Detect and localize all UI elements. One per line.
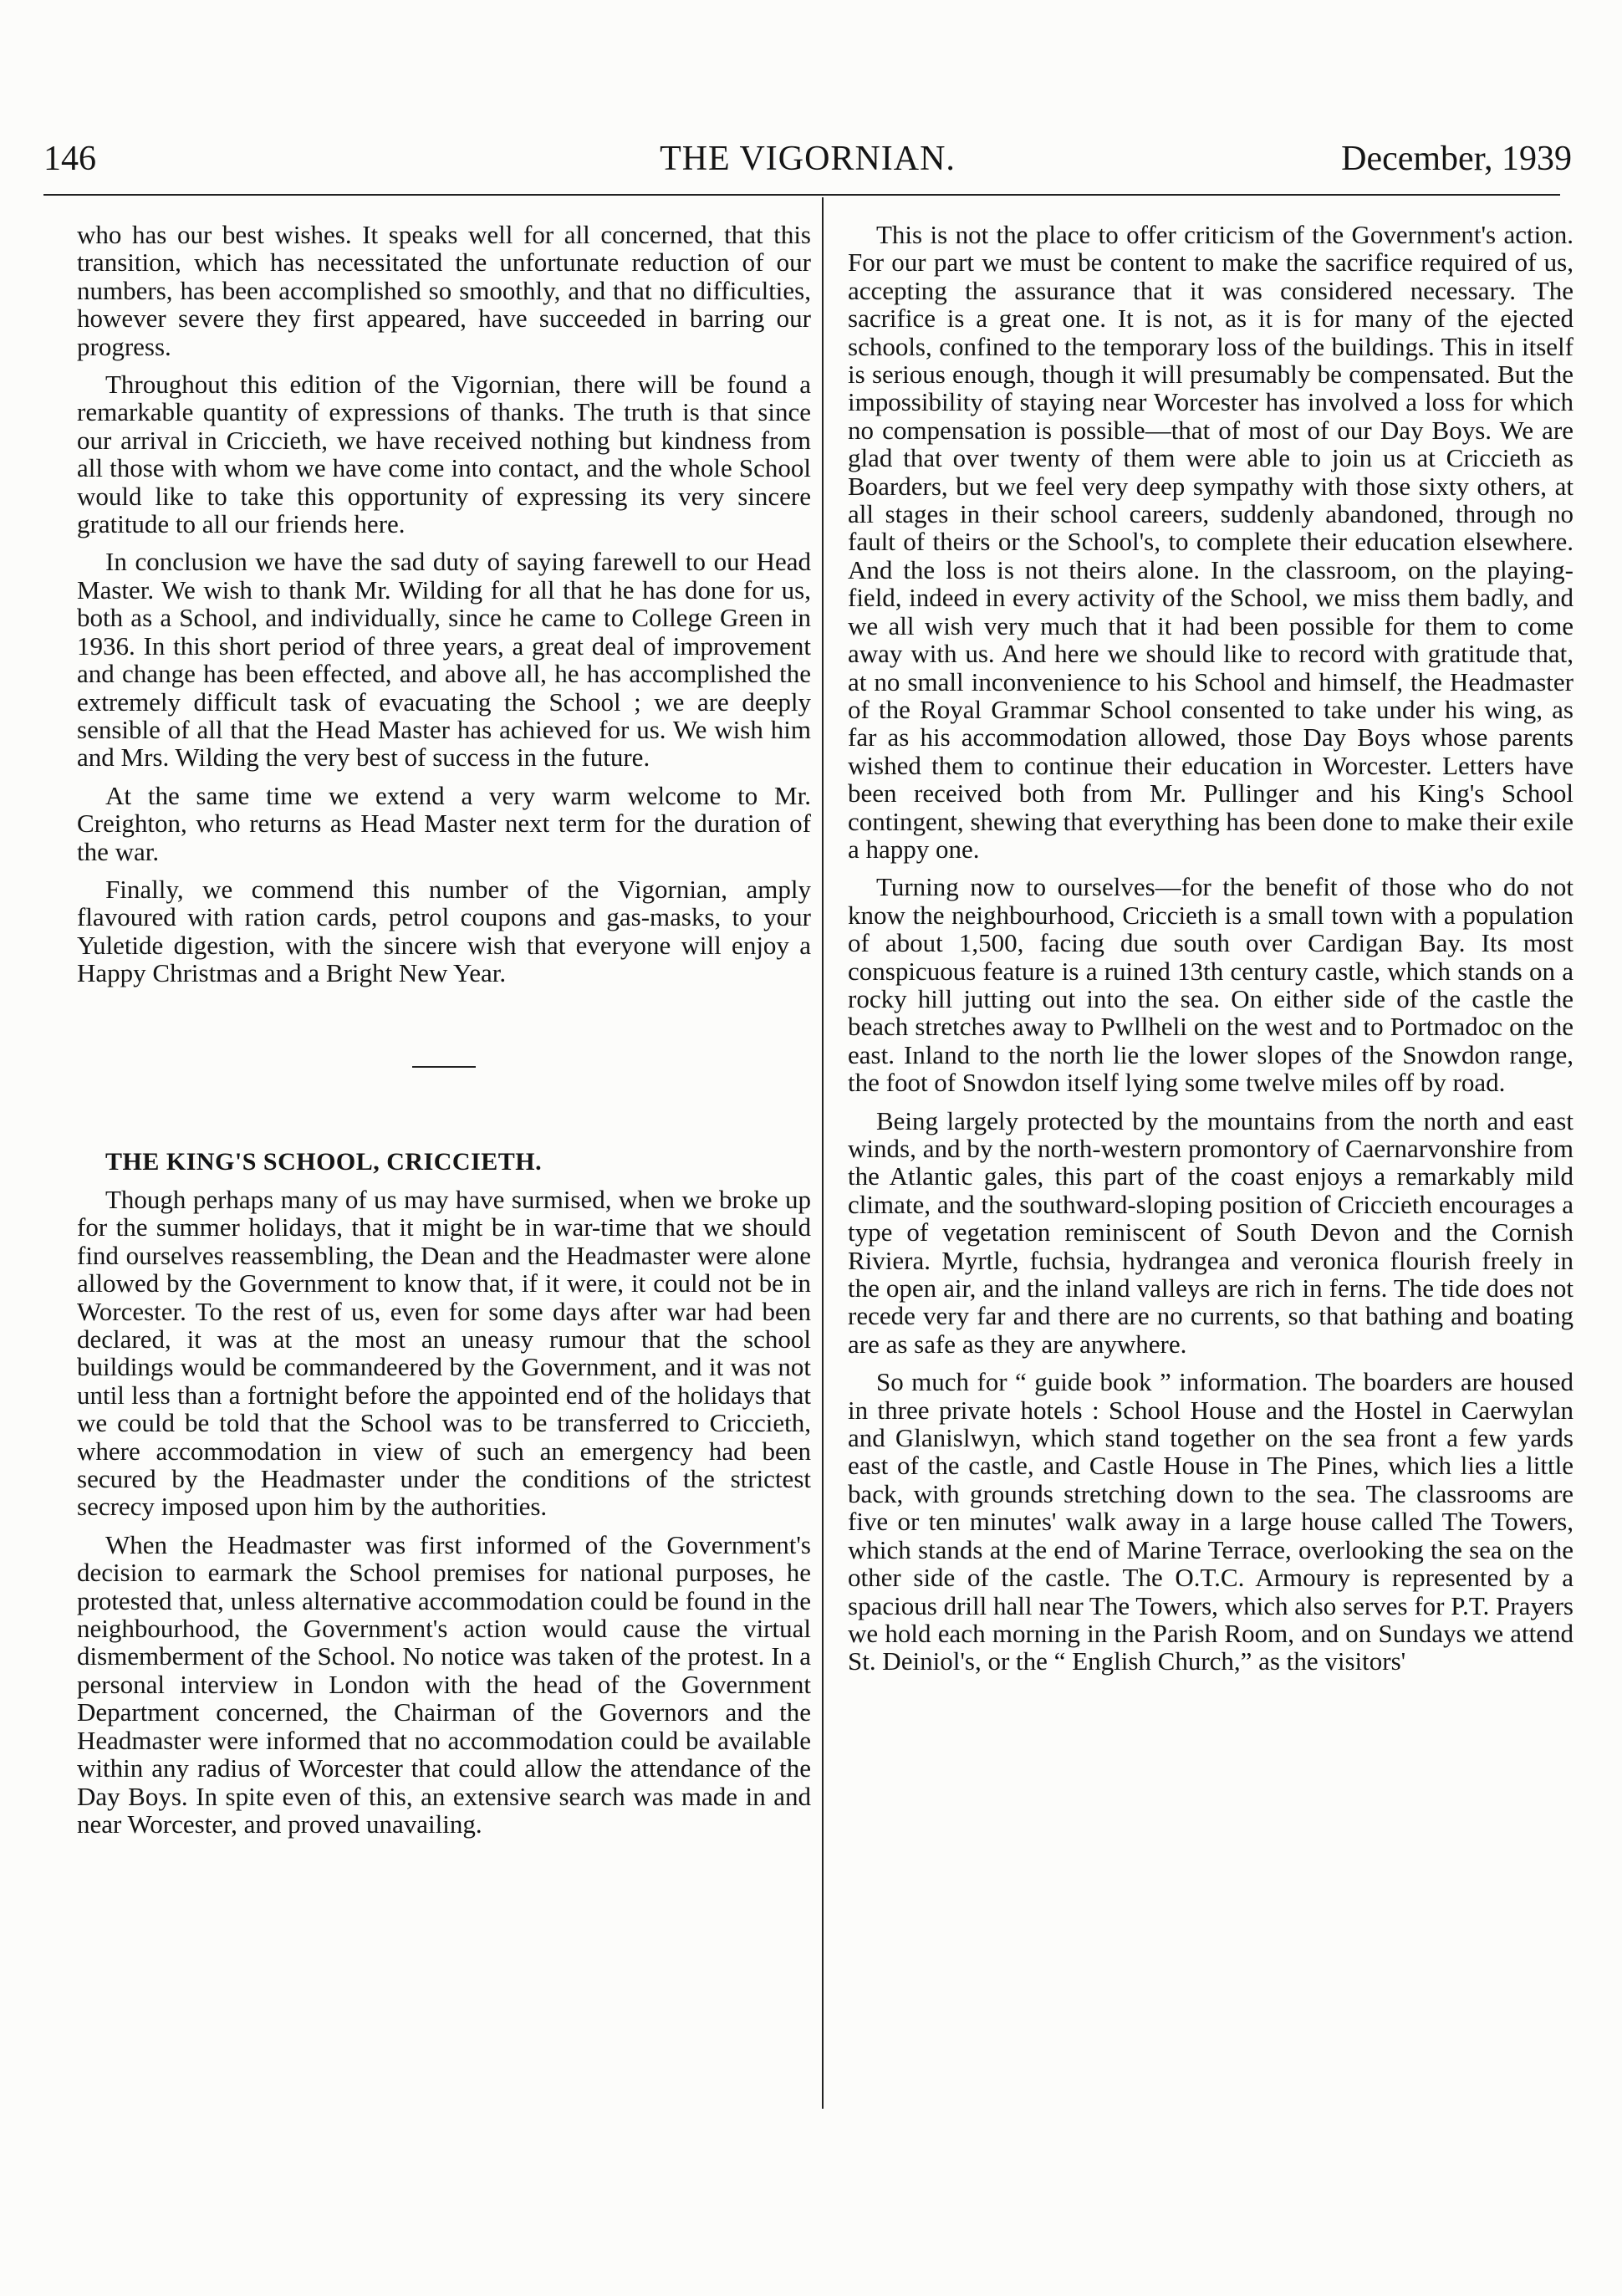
- page-header: [43, 134, 1572, 184]
- right-column: [848, 221, 1574, 1686]
- section-separator: [412, 1066, 476, 1068]
- paragraph: At the same time we extend a very warm welcome to Mr. Creighton, who returns as Head Master next term for the duration of the war.: [77, 780, 811, 866]
- section-title: THE KING'S SCHOOL, CRICCIETH.: [105, 1147, 543, 1176]
- paragraph: So much for “ guide book ” information. The boarders are housed in three private hotels : School House and the Hostel in Caerwylan and Glanislwyn, which stand together on the sea front a few yards east of the castle, and Castle House in The Pines, which lies a little back, with grounds stretching down to the sea. The classrooms are five or ten minutes' walk away in a large house called The Towers, which stands at the end of Marine Terrace, overlooking the sea on the other side of the castle. The O.T.C. Armoury is represented by a spacious drill hall near The Towers, which also serves for P.T. Prayers we hold each morning in the Parish Room, and on Sundays we attend St. Deiniol's, or the “ English Church,” as the visitors': [848, 1367, 1574, 1676]
- header-rule: [43, 194, 1560, 196]
- paragraph: Throughout this edition of the Vigornian, there will be found a remarkable quantity of expressions of thanks. The truth is that since our arrival in Criccieth, we have received nothing but kindness from all those with whom we have come into contact, and the whole School would like to take this opportunity of expressing its very sincere gratitude to all our friends here.: [77, 370, 811, 539]
- paragraph: who has our best wishes. It speaks well for all concerned, that this transition, which has necessitated the unfortunate reduction of our numbers, has been accomplished so smoothly, and that no difficulties, however severe they first appeared, have succeeded in barring our progress.: [77, 220, 811, 361]
- paragraph: When the Headmaster was first informed of the Government's decision to earmark the School premises for national purposes, he protested that, unless alternative accommodation could be found in the neighbourhood, the Government's action would cause the virtual dismemberment of the School. No notice was taken of the protest. In a personal interview in London with the head of the Government Department concerned, the Chairman of the Governors and the Headmaster were informed that no accommodation could be available within any radius of Worcester that could allow the attendance of the Day Boys. In spite even of this, an extensive search was made in and near Worcester, and proved unavailing.: [77, 1529, 811, 1839]
- issue-date: December, 1939: [1341, 140, 1572, 178]
- paragraph: Finally, we commend this number of the Vigornian, amply flavoured with ration cards, petrol coupons and gas-masks, to your Yuletide digestion, with the sincere wish that everyone will enjoy a Happy Christmas and a Bright New Year.: [77, 874, 811, 988]
- page-number: 146: [43, 140, 96, 178]
- paragraph: Turning now to ourselves—for the benefit of those who do not know the neighbourhood, Criccieth is a small town with a population of about 1,500, facing due south over Cardigan Bay. Its most conspicuous feature is a ruined 13th century castle, which stands on a rocky hill jutting out into the sea. On either side of the castle the beach stretches away to Pwllheli on the west and to Portmadoc on the east. Inland to the north lie the lower slopes of the Snowdon range, the foot of Snowdon itself lying some twelve miles off by road.: [848, 872, 1574, 1098]
- paragraph: Though perhaps many of us may have surmised, when we broke up for the summer holidays, that it might be in war-time that we should find ourselves reassembling, the Dean and the Headmaster were alone allowed by the Government to know that, if it were, it could not be in Worcester. To the rest of us, even for some days after war had been declared, it was at the most an uneasy rumour that the school buildings would be commandeered by the Government, and it was not until less than a fortnight before the appointed end of the holidays that we could be told that the School was to be transferred to Criccieth, where accommodation in view of such an emergency had been secured by the Headmaster under the conditions of the strictest secrecy imposed upon him by the authorities.: [77, 1184, 811, 1522]
- column-divider: [822, 197, 824, 2109]
- paragraph: Being largely protected by the mountains from the north and east winds, and by the north-western promontory of Caernarvonshire from the Atlantic gales, this part of the coast enjoys a remarkably mild climate, and the southward-sloping position of Criccieth encourages a type of vegetation reminiscent of South Devon and the Cornish Riviera. Myrtle, fuchsia, hydrangea and veronica flourish freely in the open air, and the inland valleys are rich in ferns. The tide does not recede very far and there are no currents, so that bathing and boating are as safe as they are anywhere.: [848, 1105, 1574, 1359]
- publication-title: THE VIGORNIAN.: [660, 140, 956, 178]
- paragraph: This is not the place to offer criticism of the Government's action. For our part we must be content to make the sacrifice required of us, accepting the assurance that it was considered necessary. The sacrifice is a great one. It is not, as it is for many of the ejected schools, confined to the temporary loss of the buildings. This in itself is serious enough, though it will presumably be compensated. But the impossibility of staying near Worcester has involved a loss for which no compensation is possible—that of most of our Day Boys. We are glad that over twenty of them were able to join us at Criccieth as Boarders, but we feel very deep sympathy with those sixty others, at all stages in their school careers, suddenly abandoned, through no fault of theirs or the School's, to complete their education elsewhere. And the loss is not theirs alone. In the classroom, on the playing-field, indeed in every activity of the School, we miss them badly, and we all wish very much that it had been possible for them to come away with us. And here we should like to record with gratitude that, at no small inconvenience to his School and himself, the Headmaster of the Royal Grammar School consented to take under his wing, as far as his accommodation allowed, those Day Boys whose parents wished them to continue their education in Worcester. Letters have been received both from Mr. Pullinger and his King's School contingent, shewing that everything has been done to make their exile a happy one.: [848, 220, 1574, 864]
- left-column: [77, 221, 811, 1848]
- paragraph: In conclusion we have the sad duty of saying farewell to our Head Master. We wish to thank Mr. Wilding for all that he has done for us, both as a School, and individually, since he came to College Green in 1936. In this short period of three years, a great deal of improvement and change has been effected, and above all, he has accomplished the extremely difficult task of evacuating the School ; we are deeply sensible of all that the Head Master has achieved for us. We wish him and Mrs. Wilding the very best of success in the future.: [77, 547, 811, 773]
